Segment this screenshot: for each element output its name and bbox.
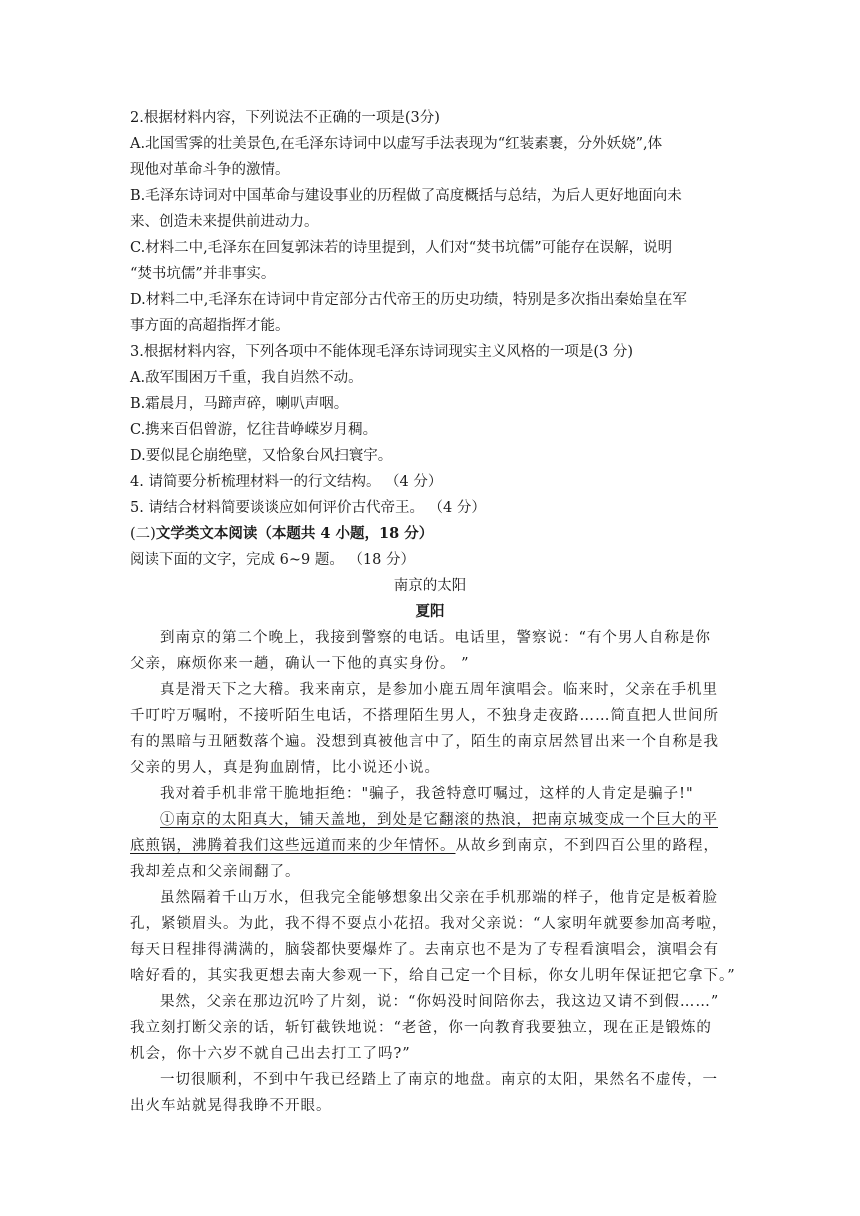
p2-line3: 有的黑暗与丑陋数落个遍。没想到真被他言中了，陌生的南京居然冒出来一个自称是我 bbox=[130, 734, 719, 750]
q3-option-b: B.霜晨月，马蹄声碎，喇叭声咽。 bbox=[130, 396, 349, 412]
q3-option-d: D.要似昆仑崩绝壁，又恰象台风扫寰宇。 bbox=[130, 448, 393, 464]
q3-option-c: C.携来百侣曾游，忆往昔峥嵘岁月稠。 bbox=[130, 422, 378, 438]
p4-line2 bbox=[130, 836, 719, 856]
q2-stem: 2.根据材料内容，下列说法不正确的一项是(3分) bbox=[130, 110, 440, 126]
q2-option-d-line1: D.材料二中,毛泽东在诗词中肯定部分古代帝王的历史功绩，特别是多次指出秦始皇在军 bbox=[130, 292, 687, 308]
q2-option-c-line2: “焚书坑儒”并非事实。 bbox=[130, 266, 276, 282]
p7-line1: 一切很顺利，不到中午我已经踏上了南京的地盘。南京的太阳，果然名不虚传，一 bbox=[160, 1072, 718, 1088]
p4-underlined-line1: ①南京的太阳真大，铺天盖地，到处是它翻滚的热浪，把南京城变成一个巨大的平 bbox=[160, 812, 718, 828]
q5: 5. 请结合材料简要谈谈应如何评价古代帝王。 （4 分） bbox=[130, 500, 486, 516]
section-title: 文学类文本阅读（本题共 4 小题，18 分） bbox=[155, 525, 434, 542]
p7-line2: 出火车站就晃得我睁不开眼。 bbox=[130, 1098, 332, 1114]
p6-line1: 果然，父亲在那边沉吟了片刻，说：“你妈没时间陪你去，我这边又请不到假……” bbox=[160, 994, 720, 1010]
q3-option-a: A.敌军围困万千重，我自岿然不动。 bbox=[130, 370, 363, 386]
p5-line1: 虽然隔着千山万水，但我完全能够想象出父亲在手机那端的样子，他肯定是板着脸 bbox=[160, 890, 718, 906]
p5-line3: 每天日程排得满满的，脑袋都快要爆炸了。去南京也不是为了专程看演唱会，演唱会有 bbox=[130, 942, 719, 958]
q2-option-b-line1: B.毛泽东诗词对中国革命与建设事业的历程做了高度概括与总结，为后人更好地面向未 bbox=[130, 188, 682, 204]
p1-line2: 父亲，麻烦你来一趟，确认一下他的真实身份。 ” bbox=[130, 656, 470, 672]
p4-line2-rest: 从故乡到南京，不到四百公里的路程， bbox=[455, 838, 719, 854]
q4: 4. 请简要分析梳理材料一的行文结构。 （4 分） bbox=[130, 474, 443, 490]
q2-option-a-line2: 现他对革命斗争的激情。 bbox=[130, 162, 290, 178]
p5-line4: 啥好看的，其实我更想去南大参观一下，给自己定一个目标，你女儿明年保证把它拿下。” bbox=[130, 968, 736, 984]
p6-line3: 机会，你十六岁不就自己出去打工了吗?” bbox=[130, 1046, 411, 1062]
p2-line2: 千叮咛万嘱咐，不接听陌生电话，不搭理陌生男人，不独身走夜路……简直把人世间所 bbox=[130, 708, 719, 724]
p1-line1: 到南京的第二个晚上，我接到警察的电话。电话里，警察说：“有个男人自称是你 bbox=[160, 630, 711, 646]
p5-line2: 孔，紧锁眉头。为此，我不得不耍点小花招。我对父亲说：“人家明年就要参加高考啦， bbox=[130, 916, 728, 932]
p2-line1: 真是滑天下之大稽。我来南京，是参加小鹿五周年演唱会。临来时，父亲在手机里 bbox=[160, 682, 718, 698]
q2-option-b-line2: 来、创造未来提供前进动力。 bbox=[130, 214, 319, 230]
section-prefix: (二) bbox=[130, 526, 156, 542]
p4-line3: 我却差点和父亲闹翻了。 bbox=[130, 864, 301, 880]
q2-option-d-line2: 事方面的高超指挥才能。 bbox=[130, 318, 290, 334]
q2-option-a-line1: A.北国雪霁的壮美景色,在毛泽东诗词中以虚写手法表现为“红装素裹，分外妖娆”,体 bbox=[130, 136, 663, 152]
p6-line2: 我立刻打断父亲的话，斩钉截铁地说：“老爸，你一向教育我要独立，现在正是锻炼的 bbox=[130, 1020, 712, 1036]
p4-underlined-line2: 底煎锅，沸腾着我们这些远道而来的少年情怀。 bbox=[130, 838, 456, 854]
article-author: 夏阳 bbox=[415, 604, 445, 620]
p2-line4: 父亲的男人，真是狗血剧情，比小说还小说。 bbox=[130, 760, 440, 776]
article-title: 南京的太阳 bbox=[393, 578, 467, 594]
q3-stem: 3.根据材料内容，下列各项中不能体现毛泽东诗词现实主义风格的一项是(3 分) bbox=[130, 344, 633, 360]
section-instruction: 阅读下面的文字，完成 6~9 题。 （18 分） bbox=[130, 552, 415, 568]
p3-line1: 我对着手机非常干脆地拒绝："骗子，我爸特意叮嘱过，这样的人肯定是骗子!" bbox=[160, 786, 694, 802]
section-heading bbox=[130, 524, 433, 544]
q2-option-c-line1: C.材料二中,毛泽东在回复郭沫若的诗里提到，人们对“焚书坑儒”可能存在误解，说明 bbox=[130, 240, 673, 256]
